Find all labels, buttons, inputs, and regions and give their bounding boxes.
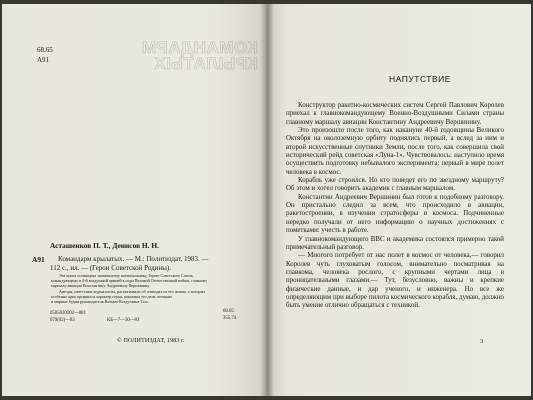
copyright-icon: © [117, 337, 122, 344]
bib-authors: Асташенков П. Т., Денисов Н. Н. [50, 241, 159, 250]
code-line-1: 0505030202—081 [50, 311, 86, 316]
annotation-line: и мирные будни руководителя Военно-Воздушных Сил. [51, 299, 149, 305]
class-code: А91 [37, 56, 50, 64]
paragraph: Конструктор ракетно-космических систем Сергей Павлович Королев приехал к главнокомандующему Военно-Воздушными Силами страны главному маршалу авиации Константину Андреевичу Вершинину. [286, 102, 504, 126]
body-text [286, 102, 504, 311]
right-page [266, 4, 531, 396]
annotation-line: командующему в 4-й воздушной армией в годы Великой Отечественной войны, главному [51, 278, 208, 284]
bib-line-1: Командарм крылатых. — М.: Политиздат, 1983. — [58, 255, 209, 263]
code-line-3: КБ—7—30—83 [107, 318, 140, 323]
annotation-line: особенно ярко проявился характер героя, показаны его дела, военные [51, 293, 173, 299]
annotation-line: Авторы, известные журналисты, рассказывали об эпизодах из его жизни, о которых [59, 288, 206, 294]
mirrored-title-bleed: КОМАНДАРМ КРЫЛАТЫХ [141, 38, 258, 73]
page-heading: НАПУТСТВИЕ [389, 74, 451, 84]
copyright-line [117, 337, 184, 344]
udk-code: 68.65 [37, 46, 53, 54]
paragraph: У главнокомандующего ВВС и академика состоялся примерно такой примечательный разговор. [286, 235, 504, 251]
annotation-line: маршалу авиации Константину Андреевичу Вершинину. [51, 283, 150, 289]
paragraph: Это произошло после того, как накануне 40-й годовщины Великого Октября на околоземную орбиту поднялись первый, а вслед за ним и второй искусственные спутники Земли, после того, как совершила свой исторический рейд советская «Луна-1». Чувствовалось: наступило время осуществить подготовку небывалого эксперимента: первый в мире полет человека в космос. [286, 127, 504, 176]
code-line-2: 079(02)—83 [50, 318, 75, 323]
catalog-codes [50, 311, 260, 351]
paragraph: Константин Андреевич Вершинин был готов к подобному разговору. Он пристально следил за всем, что происходило в авиации, ракетостроении, в изучении стратосферы и космоса. Подчиненные нередко получали от него информацию о научных достижениях с пометками: учесть в работе. [286, 193, 504, 235]
book-gutter [260, 4, 274, 396]
annotation [51, 273, 259, 304]
left-page [2, 4, 266, 396]
bib-code: А91 [32, 255, 45, 264]
bib-line-2: 112 с., ил. — (Герои Советской Родины). [50, 264, 171, 272]
publisher: ПОЛИТИЗДАТ, 1983 г. [123, 337, 185, 344]
page-number: 3 [480, 338, 484, 345]
annotation-line: Эта книга посвящена знаменитому военачальнику, Герою Советского Союза, [59, 273, 194, 278]
code-right-2: 355.74 [223, 316, 237, 321]
open-book [2, 4, 531, 396]
paragraph: Корабль уже строился. Но кто поведет его по звездному маршруту? Об этом и хотел говорить академик с главным маршалом. [286, 177, 504, 193]
code-right-1: 68.65 [223, 309, 234, 314]
paragraph: — Многого потребует от нас полет в космос от человека,— говорил Королев чуть глуховатым голосом, внимательно посматривая на главкома, человека рослого, с крупными чертами лица в проницательными глазами.— Тут, безусловно, важны и крепкие физические данные, и дар ученого, и инженера. Но все же определяющим при выборе пилота космического корабля, думаю, должно быть умение отлично обращаться с техникой. [286, 252, 504, 310]
